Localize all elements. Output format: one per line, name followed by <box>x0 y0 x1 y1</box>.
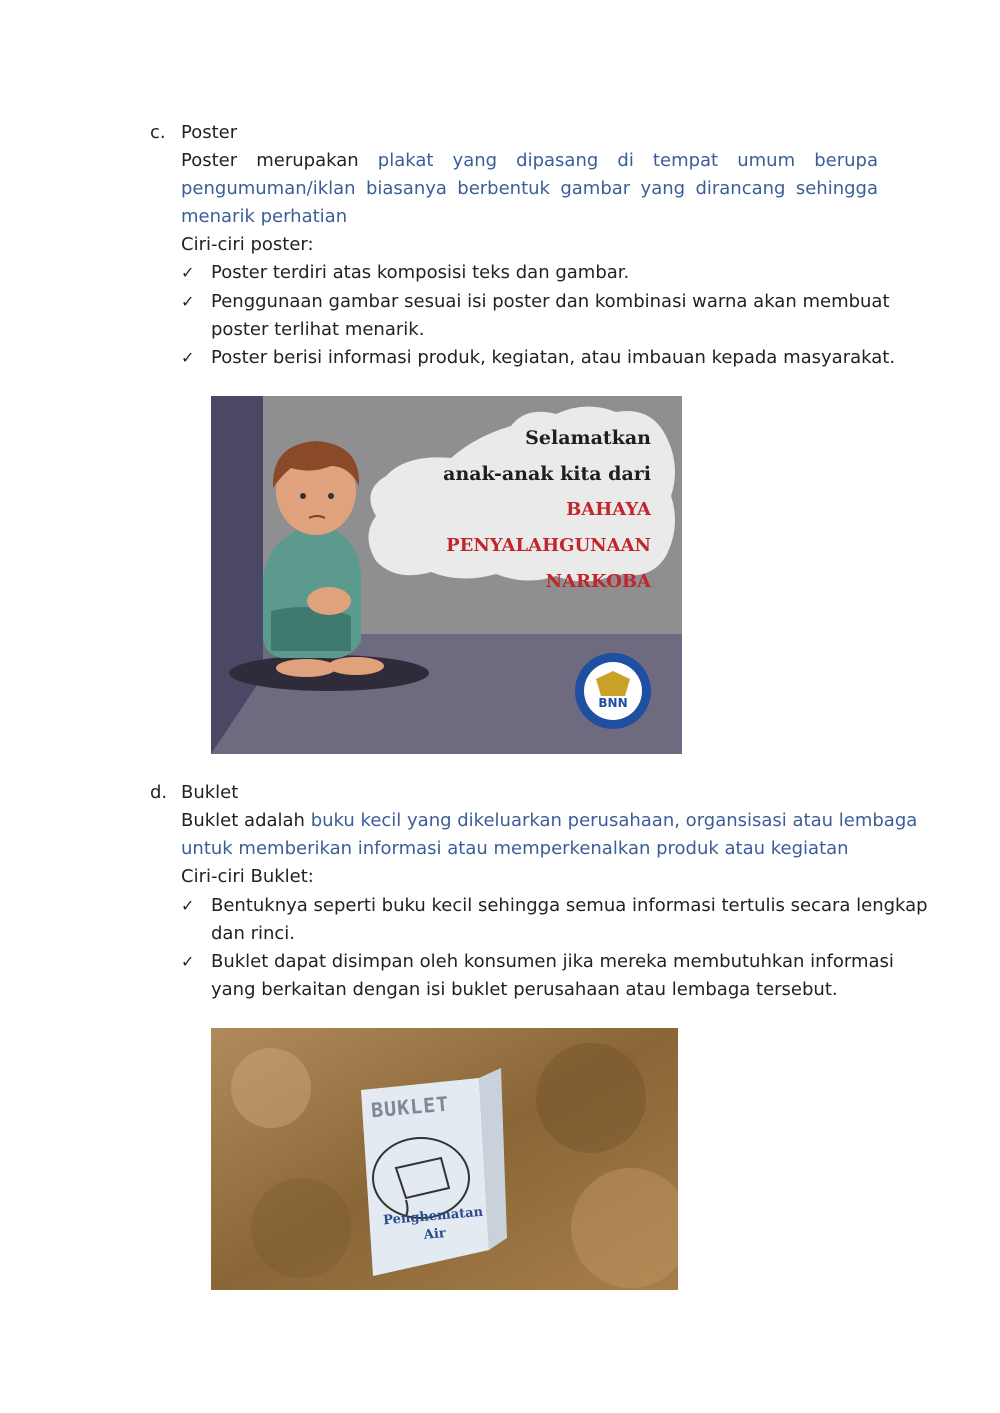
checkmark-icon: ✓ <box>181 348 195 367</box>
poster-caption-line1: Selamatkan <box>525 427 651 449</box>
section-d-features-heading: Ciri-ciri Buklet: <box>181 866 314 887</box>
definition-prefix: Poster merupakan <box>181 150 359 171</box>
poster-image <box>211 396 682 754</box>
bnn-logo-text: BNN <box>598 696 628 710</box>
section-c-item-2-line1: Penggunaan gambar sesuai isi poster dan kombinasi warna akan membuat <box>211 291 890 312</box>
section-c-marker: c. <box>150 122 166 143</box>
section-c-definition-line1 <box>181 147 878 175</box>
poster-caption-line2: anak-anak kita dari <box>443 463 651 485</box>
poster-caption-line3: BAHAYA PENYALAHGUNAAN <box>446 499 651 556</box>
section-d-item-1-line2: dan rinci. <box>211 923 296 944</box>
section-c-item-3: Poster berisi informasi produk, kegiatan, atau imbauan kepada masyarakat. <box>211 347 896 368</box>
definition-highlight: plakat yang dipasang di tempat umum berupa <box>377 150 878 171</box>
section-d-definition-line1 <box>181 807 918 835</box>
section-d-marker: d. <box>150 782 168 803</box>
checkmark-icon: ✓ <box>181 292 195 311</box>
section-c-item-2-line2: poster terlihat menarik. <box>211 319 425 340</box>
section-d-item-1-line1: Bentuknya seperti buku kecil sehingga semua informasi tertulis secara lengkap <box>211 895 928 916</box>
section-c-item-1: Poster terdiri atas komposisi teks dan gambar. <box>211 262 630 283</box>
checkmark-icon: ✓ <box>181 263 195 282</box>
booklet-photo <box>211 1028 678 1290</box>
booklet-cover-title: BUKLET <box>370 1091 451 1123</box>
section-c-definition-line2: pengumuman/iklan biasanya berbentuk gambar yang dirancang sehingga <box>181 178 878 199</box>
definition-prefix: Buklet adalah <box>181 810 305 831</box>
section-c-definition-line3: menarik perhatian <box>181 206 348 227</box>
booklet-cover-line1: Penghematan <box>382 1204 484 1229</box>
poster-caption-line4: NARKOBA <box>545 571 651 592</box>
section-d-definition-line2: untuk memberikan informasi atau memperkenalkan produk atau kegiatan <box>181 838 849 859</box>
section-d-item-2-line1: Buklet dapat disimpan oleh konsumen jika mereka membutuhkan informasi <box>211 951 894 972</box>
checkmark-icon: ✓ <box>181 896 195 915</box>
definition-highlight: buku kecil yang dikeluarkan perusahaan, organsisasi atau lembaga <box>310 810 918 831</box>
checkmark-icon: ✓ <box>181 952 195 971</box>
booklet-cover-line2: Air <box>423 1226 447 1243</box>
section-d-item-2-line2: yang berkaitan dengan isi buklet perusahaan atau lembaga tersebut. <box>211 979 838 1000</box>
section-d-title: Buklet <box>181 782 239 803</box>
section-c-title: Poster <box>181 122 238 143</box>
section-c-features-heading: Ciri-ciri poster: <box>181 234 314 255</box>
